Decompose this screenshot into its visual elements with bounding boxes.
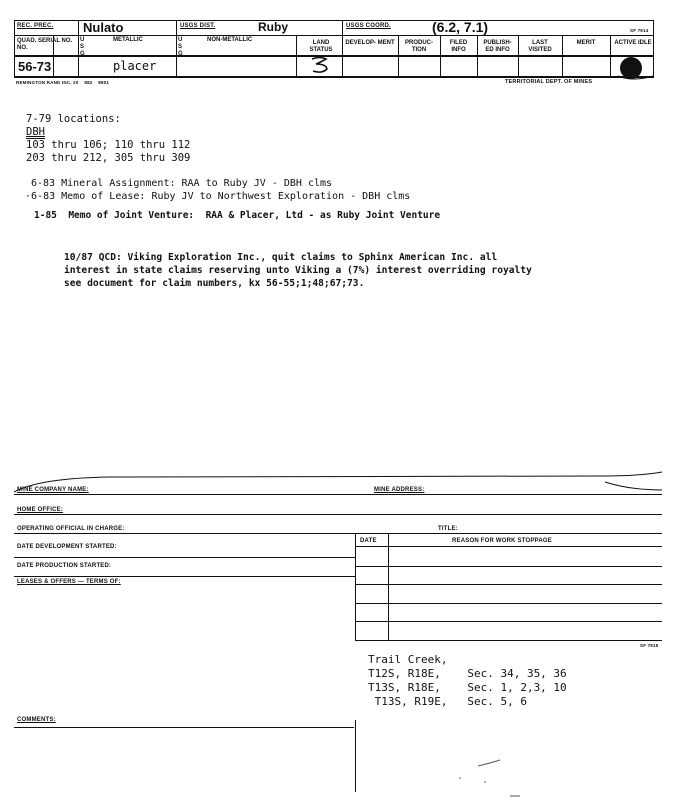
grid-line [355,603,662,604]
locations-line-1-prefix: 103 [26,139,45,151]
grid-line [14,514,662,515]
usgs-coord-value: (6.2, 7.1) [432,19,489,35]
locations-line-1 [26,139,190,152]
usgs-dist-value: Ruby [258,20,288,34]
grid-line [176,20,177,77]
dbh-label: DBH [26,126,45,138]
entry-bullet: · [25,191,32,202]
col-development: DEVELOP- MENT [345,40,395,46]
col-quad-serial: QUAD. SERIAL NO. NO. [17,38,73,51]
entry-qcd-line-3: see document for claim numbers, kx 56-55;1;48;67;73. [64,278,365,289]
col-production: PRODUC- TION [405,40,433,53]
grid-line [296,36,297,76]
form-code-bottom: SF 7915 [640,643,659,648]
grid-line [14,557,355,558]
col-merit: MERIT [576,40,596,46]
grid-line [14,494,662,495]
handwritten-3-mark [306,55,336,75]
col-active-idle: ACTIVE IDLE [614,40,652,46]
col-nonmetallic: NON-METALLIC [207,37,253,43]
trail-line-1: Trail Creek, [368,653,448,666]
grid-line [388,533,389,641]
active-idle-dot [615,56,645,82]
grid-line [440,36,441,76]
grid-line [477,36,478,76]
rec-prec-value: Nulato [83,20,124,35]
grid-line [355,584,662,585]
grid-line [14,533,662,534]
date-production-started-label: DATE PRODUCTION STARTED: [17,563,112,569]
reason-column-label: REASON FOR WORK STOPPAGE [452,538,552,544]
mine-company-name-label: MINE COMPANY NAME: [17,487,89,493]
title-label: TITLE: [438,526,458,532]
home-office-label: HOME OFFICE: [17,507,64,513]
col-metallic: METALLIC [113,37,143,43]
entry-mineral-assignment: 6-83 Mineral Assignment: RAA to Ruby JV - DBH clms [31,178,333,189]
entry-qcd-line-1: 10/87 QCD: Viking Exploration Inc., quit claims to Sphinx American Inc. all [64,252,498,263]
rec-prec-label: REC. PREC. [17,23,54,29]
grid-line [562,36,563,76]
grid-line [355,566,662,567]
metallic-value: placer [113,59,157,73]
grid-line [355,533,356,641]
dept-line: TERRITORIAL DEPT. OF MINES [505,79,593,85]
form-code-top: SF 7914 [630,28,649,33]
grid-line [398,36,399,76]
entry-memo-of-lease [25,190,410,203]
scan-specks [440,752,550,797]
date-development-started-label: DATE DEVELOPMENT STARTED: [17,544,117,550]
col-last-visited: LAST VISITED [528,40,552,53]
grid-line [78,20,79,77]
locations-line-1-rest: thru 106; 110 thru 112 [44,139,191,151]
entry-qcd-line-2: interest in state claims reserving unto Viking a (7%) interest overriding royalty [64,265,532,276]
trail-line-4: T13S, R19E, Sec. 5, 6 [368,695,527,708]
locations-title: 7-79 locations: [26,113,121,125]
form-top-curve [0,468,678,496]
usgs-dist-label: USGS DIST. [180,23,216,29]
date-column-label: DATE [360,538,377,544]
grid-line [14,727,354,728]
printer-line: REMINGTON RAND INC. 20 882 8801 [16,80,110,85]
col-land-status: LAND STATUS [309,40,333,53]
grid-line [355,621,662,622]
mine-address-label: MINE ADDRESS: [374,487,425,493]
grid-line [518,36,519,76]
grid-line [14,76,654,78]
usgs-coord-label: USGS COORD. [346,23,391,29]
locations-line-2: 203 thru 212, 305 thru 309 [26,152,191,164]
grid-line [355,640,662,641]
grid-line [355,546,662,547]
grid-line [14,20,15,77]
col-filed-info: FILED INFO [449,40,468,53]
grid-line [342,20,343,77]
col-usg-a: U S G [80,37,85,57]
comments-label: COMMENTS: [17,717,56,723]
grid-line [14,576,355,577]
entry-joint-venture: 1-85 Memo of Joint Venture: RAA & Placer, Ltd - as Ruby Joint Venture [34,210,441,221]
land-status-value [306,55,336,75]
entry-memo-of-lease-text: 6-83 Memo of Lease: Ruby JV to Northwest Exploration - DBH clms [31,191,411,202]
serial-no-value: 56-73 [18,59,52,74]
grid-line [355,720,356,792]
grid-line [610,36,611,76]
operating-official-label: OPERATING OFFICIAL IN CHARGE: [17,526,125,532]
col-usg-b: U S G [178,37,183,57]
col-published-info: PUBLISH- ED INFO [483,40,512,53]
trail-line-2: T12S, R18E, Sec. 34, 35, 36 [368,667,567,680]
leases-offers-label: LEASES & OFFERS — TERMS OF: [17,579,121,585]
grid-line [14,35,654,36]
trail-line-3: T13S, R18E, Sec. 1, 2,3, 10 [368,681,567,694]
